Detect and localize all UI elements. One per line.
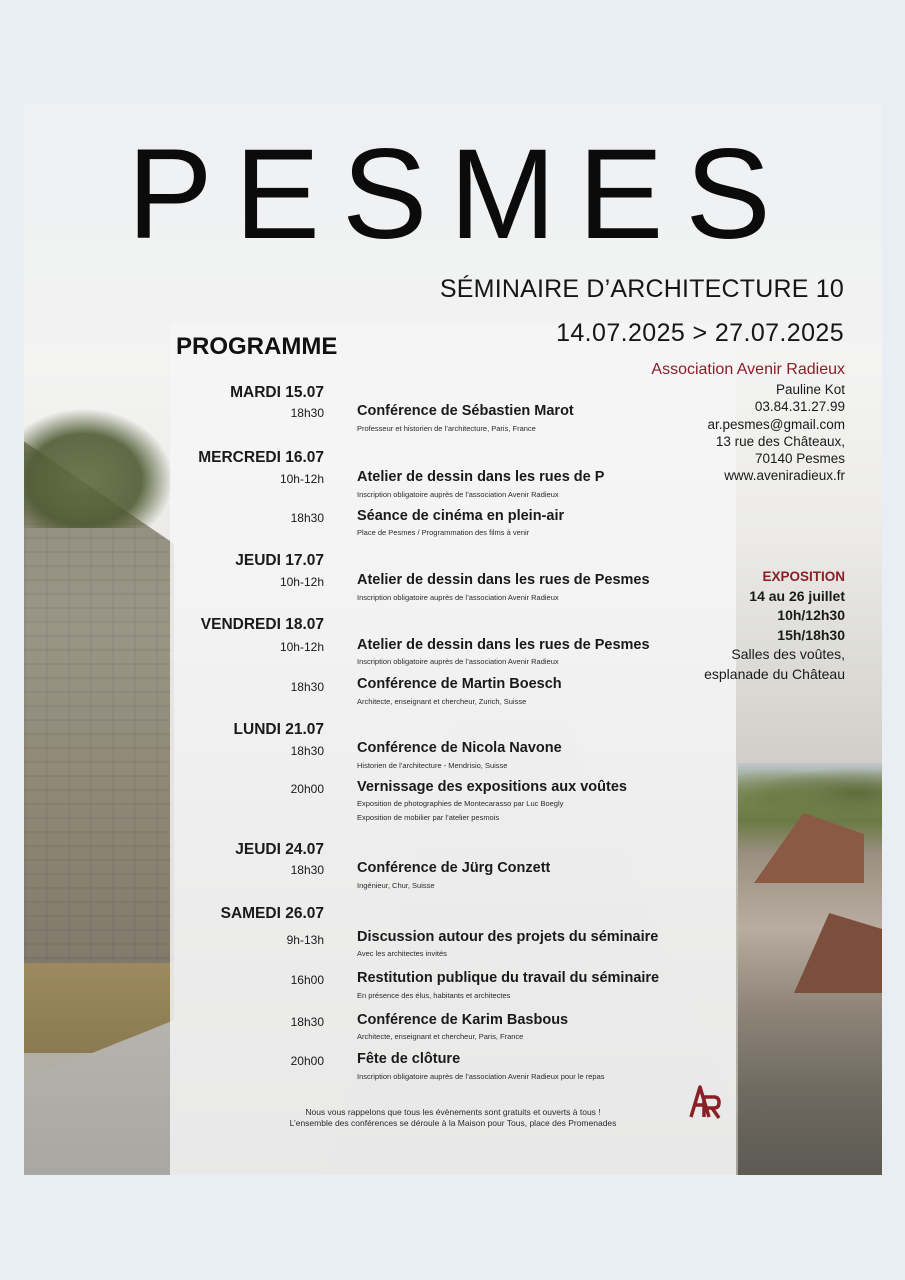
contact-website: www.aveniradieux.fr	[724, 468, 845, 484]
day-label: LUNDI 21.07	[233, 721, 324, 738]
organisation-name: Association Avenir Radieux	[651, 361, 845, 378]
day-label: JEUDI 24.07	[235, 841, 324, 858]
footer-line1: Nous vous rappelons que tous les évènements sont gratuits et ouverts à tous !	[305, 1107, 601, 1117]
foliage-photo	[24, 408, 174, 528]
event-title: Conférence de Martin Boesch	[357, 676, 562, 692]
contact-block	[651, 359, 845, 485]
contact-email: ar.pesmes@gmail.com	[707, 416, 845, 432]
poster-subtitle: SÉMINAIRE D’ARCHITECTURE 10	[439, 275, 844, 303]
event-description: Exposition de photographies de Montecarasso par Luc Boegly	[357, 799, 564, 808]
event-description: Architecte, enseignant et chercheur, Zurich, Suisse	[357, 697, 527, 706]
contact-phone: 03.84.31.27.99	[754, 399, 845, 415]
event-description: Place de Pesmes / Programmation des films à venir	[357, 528, 530, 537]
exposition-heading: EXPOSITION	[762, 569, 845, 584]
event-title: Atelier de dessin dans les rues de Pesmes	[357, 637, 650, 653]
event-time: 10h-12h	[279, 472, 324, 486]
event-time: 18h30	[290, 680, 324, 694]
event-time: 9h-13h	[286, 933, 324, 947]
contact-address-line1: 13 rue des Châteaux,	[715, 433, 845, 449]
exposition-place-line2: esplanade du Château	[704, 665, 845, 682]
event-description: Historien de l’architecture - Mendrisio, Suisse	[357, 761, 508, 770]
programme-heading: PROGRAMME	[176, 333, 338, 360]
event-description: Inscription obligatoire auprès de l’association Avenir Radieux	[357, 657, 559, 666]
event-time: 18h30	[290, 744, 324, 758]
event-description: Avec les architectes invités	[357, 949, 447, 958]
event-time: 20h00	[290, 782, 324, 796]
day-label: MARDI 15.07	[230, 384, 324, 401]
event-title: Restitution publique du travail du séminaire	[357, 970, 660, 986]
event-time: 18h30	[290, 1015, 324, 1029]
exposition-dates: 14 au 26 juillet	[749, 587, 845, 604]
event-description: Inscription obligatoire auprès de l’association Avenir Radieux pour le repas	[357, 1072, 605, 1081]
contact-name: Pauline Kot	[775, 382, 845, 397]
programme-footer	[170, 1107, 736, 1129]
event-description: Architecte, enseignant et chercheur, Paris, France	[357, 1032, 524, 1041]
day-label: MERCREDI 16.07	[198, 449, 324, 466]
event-title: Conférence de Nicola Navone	[357, 740, 562, 756]
event-title: Séance de cinéma en plein-air	[357, 508, 565, 524]
day-label: SAMEDI 26.07	[220, 905, 324, 922]
exposition-place-line1: Salles des voûtes,	[731, 646, 845, 662]
event-title: Vernissage des expositions aux voûtes	[357, 779, 627, 795]
event-title: Atelier de dessin dans les rues de Pesmes	[357, 572, 650, 588]
contact-address-line2: 70140 Pesmes	[754, 451, 845, 467]
event-title: Conférence de Sébastien Marot	[357, 403, 574, 419]
event-description: Inscription obligatoire auprès de l’association Avenir Radieux	[357, 593, 559, 602]
event-time: 10h-12h	[279, 640, 324, 654]
exposition-block	[704, 567, 845, 684]
event-description: Professeur et historien de l’architecture, Paris, France	[357, 424, 536, 433]
event-time: 18h30	[290, 406, 324, 420]
poster-dates: 14.07.2025 > 27.07.2025	[556, 319, 844, 347]
poster	[24, 103, 882, 1175]
exposition-hours-afternoon: 15h/18h30	[777, 626, 845, 643]
trees-photo	[738, 763, 882, 823]
footer-line2: L’ensemble des conférences se déroule à la Maison pour Tous, place des Promenades	[289, 1118, 617, 1128]
event-title: Conférence de Karim Basbous	[357, 1012, 569, 1028]
event-title: Fête de clôture	[357, 1051, 461, 1067]
day-label: VENDREDI 18.07	[200, 616, 324, 633]
event-title: Atelier de dessin dans les rues de P	[357, 469, 605, 485]
event-description: Inscription obligatoire auprès de l’association Avenir Radieux	[357, 490, 559, 499]
event-time: 18h30	[290, 511, 324, 525]
event-time: 18h30	[290, 863, 324, 877]
event-time: 10h-12h	[279, 575, 324, 589]
avenir-radieux-logo	[688, 1083, 722, 1121]
day-label: JEUDI 17.07	[235, 552, 324, 569]
exposition-hours-morning: 10h/12h30	[777, 607, 845, 623]
poster-title: PESMES	[127, 123, 793, 266]
event-title: Conférence de Jürg Conzett	[357, 860, 551, 876]
event-time: 16h00	[290, 973, 324, 987]
event-time: 20h00	[290, 1054, 324, 1068]
event-description: Exposition de mobilier par l’atelier pesmois	[357, 813, 500, 822]
event-description: En présence des élus, habitants et architectes	[357, 991, 511, 1000]
event-title: Discussion autour des projets du séminaire	[357, 929, 659, 945]
event-description: Ingénieur, Chur, Suisse	[357, 881, 435, 890]
